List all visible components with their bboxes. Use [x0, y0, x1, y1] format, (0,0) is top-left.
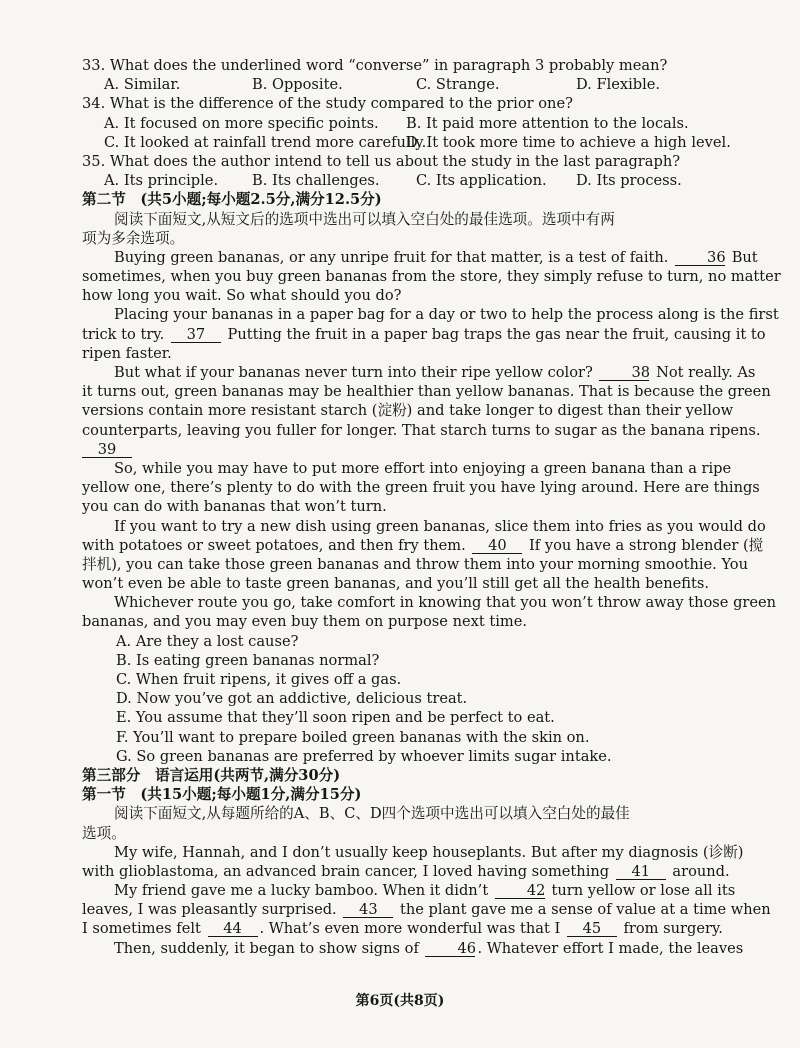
question-34-options-cd [82, 133, 731, 152]
passage-p5-line1: If you want to try a new dish using green bananas, slice them into fries as you would do [114, 517, 766, 535]
passage-p3-line5 [82, 440, 722, 459]
blank-45[interactable]: 45 [567, 921, 617, 937]
question-35-stem: 35. What does the author intend to tell us about the study in the last paragraph? [82, 152, 681, 170]
option-a: A. It focused on more specific points. [104, 114, 379, 132]
passage-p6-line2: bananas, and you may even buy them on purpose next time. [82, 613, 527, 631]
section2-instruction-1: 阅读下面短文,从短文后的选项中选出可以填入空白处的最佳选项。选项中有两 [114, 210, 615, 228]
section2-heading: 第二节 (共5小题;每小题2.5分,满分12.5分) [82, 191, 382, 209]
question-35-options [82, 171, 722, 190]
question-34-stem: 34. What is the difference of the study compared to the prior one? [82, 95, 573, 113]
blank-40[interactable]: 40 [472, 538, 522, 554]
passage-p3-line3: versions contain more resistant starch (淀粉) and take longer to digest than their yellow [82, 402, 734, 420]
passage-p1-line3: how long you wait. So what should you do? [82, 287, 402, 305]
choice-b: B. Is eating green bananas normal? [116, 651, 380, 669]
part3-heading: 第三部分 语言运用(共两节,满分30分) [82, 766, 341, 784]
choice-f: F. You’ll want to prepare boiled green bananas with the skin on. [116, 728, 590, 746]
passage-p2-line2: trick to try. 37 Putting the fruit in a paper bag traps the gas near the fruit, causing it to [82, 325, 766, 343]
option-c: C. Strange. [416, 76, 500, 94]
passage-p4-line3: you can do with bananas that won’t turn. [82, 498, 387, 516]
blank-43[interactable]: 43 [343, 902, 393, 918]
passage-p5-line2: with potatoes or sweet potatoes, and then fry them. 40 If you have a strong blender (搅 [82, 536, 764, 554]
option-b: B. Opposite. [252, 76, 343, 94]
blank-39[interactable]: 39 [82, 442, 132, 458]
option-c: C. Its application. [416, 172, 547, 190]
part3-instruction-2: 选项。 [82, 824, 126, 842]
option-b: B. Its challenges. [252, 172, 380, 190]
cloze-p2-line3: I sometimes felt 44 . What’s even more wonderful was that I 45 from surgery. [82, 920, 723, 938]
option-a: A. Its principle. [104, 172, 219, 190]
cloze-p3-line1: Then, suddenly, it began to show signs of 46. Whatever effort I made, the leaves [114, 939, 744, 957]
cloze-p2-line1: My friend gave me a lucky bamboo. When it didn’t 42 turn yellow or lose all its [114, 882, 736, 900]
question-34-options-ab [82, 114, 722, 133]
blank-41[interactable]: 41 [616, 864, 666, 880]
passage-p4-line2: yellow one, there’s plenty to do with the green fruit you have lying around. Here are things [82, 479, 760, 497]
blank-44[interactable]: 44 [208, 921, 258, 937]
question-33-stem: 33. What does the underlined word “converse” in paragraph 3 probably mean? [82, 57, 668, 74]
passage-p1-line2: sometimes, when you buy green bananas from the store, they simply refuse to turn, no matter [82, 268, 781, 286]
passage-p5-line4: won’t even be able to taste green bananas, and you’ll still get all the health benefits. [82, 575, 709, 593]
choice-d: D. Now you’ve got an addictive, delicious treat. [116, 690, 468, 708]
passage-p2-line3: ripen faster. [82, 344, 172, 362]
blank-46[interactable]: 46 [425, 941, 475, 957]
passage-p3-line2: it turns out, green bananas may be healthier than yellow bananas. That is because the green [82, 383, 771, 401]
option-b: B. It paid more attention to the locals. [406, 114, 689, 132]
option-d: D. It took more time to achieve a high level. [406, 133, 731, 151]
cloze-p2-line2: leaves, I was pleasantly surprised. 43 the plant gave me a sense of value at a time when [82, 901, 771, 919]
page-content [82, 56, 781, 958]
blank-36[interactable]: 36 [675, 250, 725, 266]
choice-e: E. You assume that they’ll soon ripen and be perfect to eat. [116, 709, 555, 727]
passage-p3-line1: But what if your bananas never turn into their ripe yellow color? 38 Not really. As [114, 364, 756, 381]
blank-42[interactable]: 42 [495, 883, 545, 899]
option-a: A. Similar. [104, 76, 181, 94]
choice-g: G. So green bananas are preferred by whoever limits sugar intake. [116, 747, 612, 765]
option-d: D. Its process. [576, 172, 682, 190]
cloze-p1-line2: with glioblastoma, an advanced brain cancer, I loved having something 41 around. [82, 862, 730, 880]
part3-instruction-1: 阅读下面短文,从每题所给的A、B、C、D四个选项中选出可以填入空白处的最佳 [114, 805, 630, 823]
passage-p5-line3: 拌机), you can take those green bananas and throw them into your morning smoothie. You [82, 555, 748, 573]
part3-sub-heading: 第一节 (共15小题;每小题1分,满分15分) [82, 786, 362, 804]
choice-a: A. Are they a lost cause? [116, 632, 299, 650]
page-number: 第6页(共8页) [355, 993, 445, 1009]
question-33-options [82, 75, 722, 94]
blank-38[interactable]: 38 [599, 365, 649, 381]
option-d: D. Flexible. [576, 76, 661, 94]
cloze-p1-line1: My wife, Hannah, and I don’t usually keep houseplants. But after my diagnosis (诊断) [114, 843, 744, 861]
section2-instruction-2: 项为多余选项。 [82, 229, 185, 247]
passage-p3-line4: counterparts, leaving you fuller for longer. That starch turns to sugar as the banana ripens. [82, 421, 761, 439]
passage-p1-line1: Buying green bananas, or any unripe fruit for that matter, is a test of faith. 36 But [114, 248, 758, 266]
passage-p6-line1: Whichever route you go, take comfort in knowing that you won’t throw away those green [114, 594, 777, 612]
choice-c: C. When fruit ripens, it gives off a gas. [116, 671, 402, 688]
passage-p2-line1: Placing your bananas in a paper bag for a day or two to help the process along is the first [114, 306, 779, 324]
option-c: C. It looked at rainfall trend more carefully. [104, 133, 427, 151]
blank-37[interactable]: 37 [171, 327, 221, 343]
passage-p4-line1: So, while you may have to put more effort into enjoying a green banana than a ripe [114, 459, 732, 477]
